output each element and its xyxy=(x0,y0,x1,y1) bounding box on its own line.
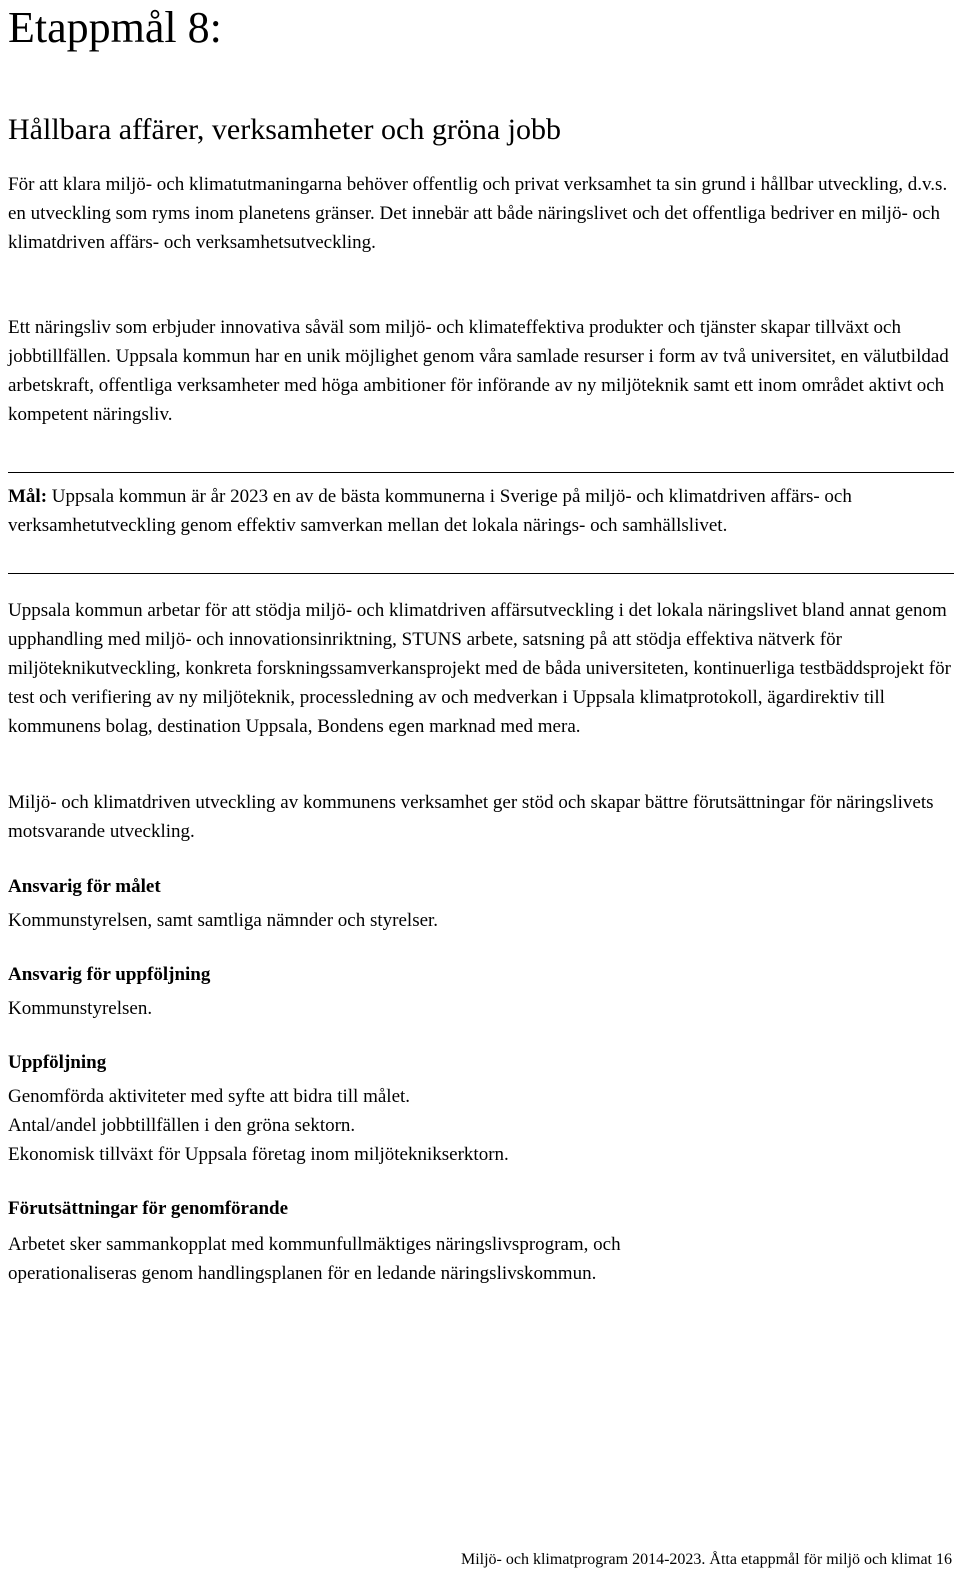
municipal-paragraph: Miljö- och klimatdriven utveckling av kommunens verksamhet ger stöd och skapar bättre förutsättningar för näringslivets motsvarande utveckling. xyxy=(8,792,934,842)
page-subtitle: Hållbara affärer, verksamheter och gröna jobb xyxy=(8,113,561,146)
followup-line: Ekonomisk tillväxt för Uppsala företag inom miljöteknikserktorn. xyxy=(8,1144,509,1165)
responsible-goal-heading: Ansvarig för målet xyxy=(8,876,161,897)
goal-label: Mål: xyxy=(8,486,48,507)
prerequisites-line: Arbetet sker sammankopplat med kommunfullmäktiges näringslivsprogram, och xyxy=(8,1234,621,1255)
goal-text: Uppsala kommun är år 2023 en av de bästa kommunerna i Sverige på miljö- och klimatdriven affärs- och verksamhetutveckling genom effektiv samverkan mellan det lokala närings- och samhällslivet. xyxy=(8,486,852,536)
responsible-followup-text: Kommunstyrelsen. xyxy=(8,998,153,1019)
followup-heading: Uppföljning xyxy=(8,1052,107,1073)
responsible-followup-heading: Ansvarig för uppföljning xyxy=(8,964,211,985)
work-paragraph: Uppsala kommun arbetar för att stödja miljö- och klimatdriven affärsutveckling i det lokala näringslivet bland annat genom upphandling med miljö- och innovationsinriktning, STUNS arbete, satsning på att stödja effektiva nätverk för miljöteknikutveckling, konkreta forskningssamverkansprojekt med de båda universiteten, kontinuerliga testbäddsprojekt för test och verifiering av ny miljöteknik, processledning av och medverkan i Uppsala klimatprotokoll, ägardirektiv till kommunens bolag, destination Uppsala, Bondens egen marknad med mera. xyxy=(8,600,951,737)
goal-box xyxy=(8,472,954,574)
intro-paragraph: För att klara miljö- och klimatutmaningarna behöver offentlig och privat verksamhet ta sin grund i hållbar utveckling, d.v.s. en utveckling som ryms inom planetens gränser. Det innebär att både näringslivet och det offentliga bedriver en miljö- och klimatdriven affärs- och verksamhetsutveckling. xyxy=(8,174,948,253)
goal-statement xyxy=(8,482,952,540)
followup-line: Antal/andel jobbtillfällen i den gröna sektorn. xyxy=(8,1115,356,1136)
page-title: Etappmål 8: xyxy=(8,3,222,52)
responsible-goal-text: Kommunstyrelsen, samt samtliga nämnder och styrelser. xyxy=(8,910,439,931)
business-paragraph: Ett näringsliv som erbjuder innovativa såväl som miljö- och klimateffektiva produkter och tjänster skapar tillväxt och jobbtillfällen. Uppsala kommun har en unik möjlighet genom våra samlade resurser i form av två universitet, en välutbildad arbetskraft, offentliga verksamheter med höga ambitioner för införande av ny miljöteknik samt ett inom området aktivt och kompetent näringsliv. xyxy=(8,317,949,425)
followup-line: Genomförda aktiviteter med syfte att bidra till målet. xyxy=(8,1086,411,1107)
page-footer: Miljö- och klimatprogram 2014-2023. Åtta etappmål för miljö och klimat 16 xyxy=(460,1551,952,1568)
prerequisites-heading: Förutsättningar för genomförande xyxy=(8,1198,289,1219)
prerequisites-line: operationaliseras genom handlingsplanen för en ledande näringslivskommun. xyxy=(8,1263,597,1284)
